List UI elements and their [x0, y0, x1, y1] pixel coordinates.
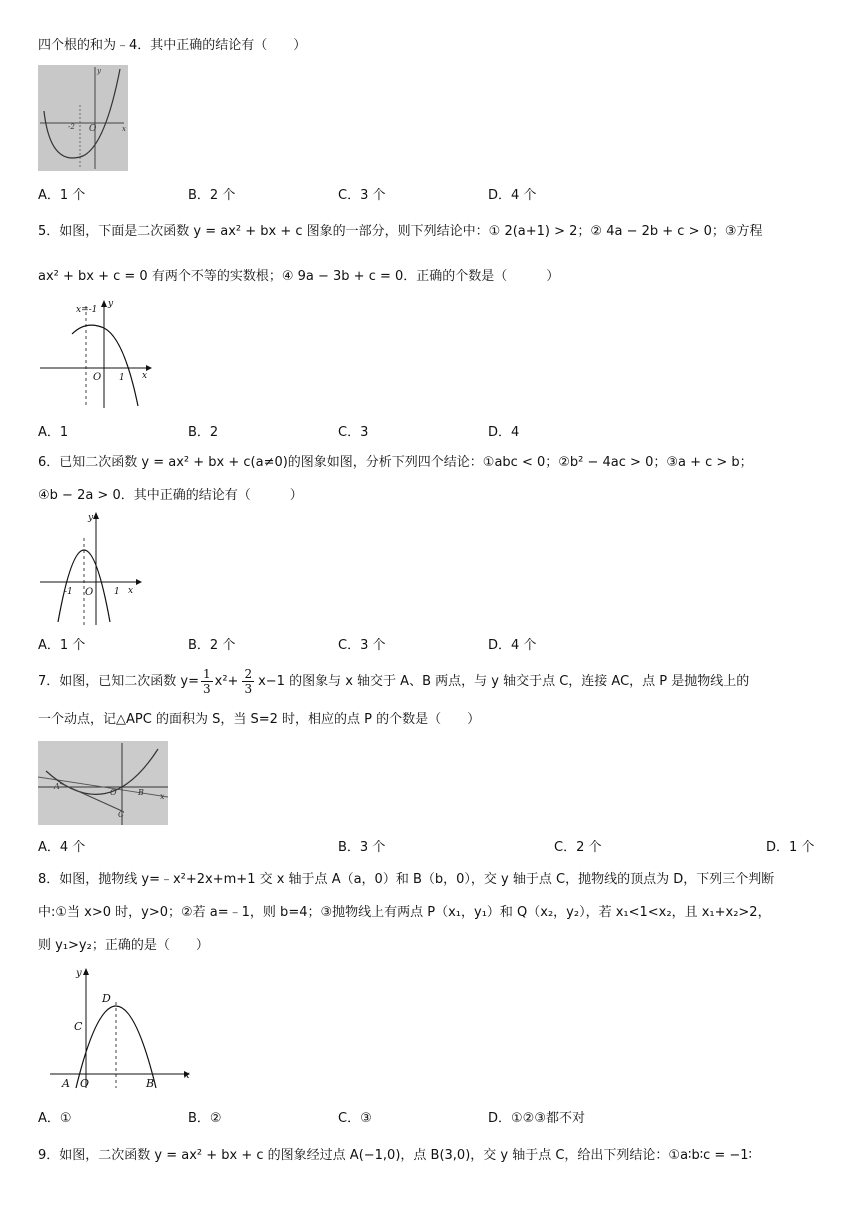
q8-option-c[interactable]: C．③	[338, 1111, 372, 1126]
q7-label-a: A	[54, 782, 60, 791]
q8-label-o: O	[80, 1077, 90, 1090]
q6-option-d[interactable]: D．4 个	[488, 638, 537, 653]
q5-label-one: 1	[119, 373, 125, 383]
q7-label-o: O	[110, 788, 117, 797]
q8-line2: 中:①当 x>0 时，y>0；②若 a=﹣1，则 b=4；③抛物线上有两点 P（x₁，y₁）和 Q（x₂，y₂），若 x₁<1<x₂，且 x₁+x₂>2，	[38, 905, 771, 920]
q4-label-x: x	[122, 125, 126, 133]
q5-label-origin: O	[93, 372, 102, 383]
q8-label-b: B	[146, 1077, 155, 1090]
q7-fraction-one-third: $\frac{1}{3}$	[203, 667, 211, 696]
q5-option-b[interactable]: B．2	[188, 425, 219, 440]
q8-options	[38, 1107, 838, 1127]
q7-option-c[interactable]: C．2 个	[554, 840, 602, 855]
q8-line1: 8．如图，抛物线 y=﹣x²+2x+m+1 交 x 轴于点 A（a，0）和 B（b，0），交 y 轴于点 C，抛物线的顶点为 D，下列三个判断	[38, 872, 775, 887]
q5-graph-figure	[38, 298, 153, 410]
q4-label-neg2: -2	[68, 123, 75, 131]
q8-label-y: y	[76, 968, 82, 979]
q7-line1-end: x−1 的图象与 x 轴交于 A、B 两点，与 y 轴交于点 C，连接 AC，点 P 是抛物线上的	[258, 674, 750, 689]
q4-options	[38, 184, 838, 204]
q6-line1: 6．已知二次函数 y = ax² + bx + c(a≠0)的图象如图，分析下列四个结论：①abc < 0；②b² − 4ac > 0；③a + c > b；	[38, 455, 753, 470]
q8-option-a[interactable]: A．①	[38, 1111, 72, 1126]
q7-line1-start: 7．如图，已知二次函数 y=	[38, 674, 199, 689]
q7-line1-mid: x²+	[214, 674, 239, 689]
q7-option-b[interactable]: B．3 个	[338, 840, 386, 855]
q7-fraction-two-thirds: $\frac{2}{3}$	[244, 667, 253, 696]
q4-graph-figure	[38, 65, 128, 171]
q5-option-d[interactable]: D．4	[488, 425, 520, 440]
q7-options	[38, 836, 838, 856]
q7-graph-figure	[38, 741, 168, 825]
q7-option-d[interactable]: D．1 个	[766, 840, 815, 855]
q8-graph-figure	[48, 964, 194, 1090]
q8-label-a: A	[62, 1077, 70, 1090]
q6-option-c[interactable]: C．3 个	[338, 638, 386, 653]
q6-label-one: 1	[114, 587, 120, 597]
q6-label-origin: O	[85, 587, 94, 598]
q5-label-y: y	[108, 299, 114, 309]
q6-option-a[interactable]: A．1 个	[38, 638, 86, 653]
q7-label-x: x	[160, 792, 165, 801]
q8-label-c: C	[74, 1020, 83, 1033]
q5-option-a[interactable]: A．1	[38, 425, 69, 440]
q6-label-neg1: -1	[64, 587, 73, 597]
q4-option-d[interactable]: D．4 个	[488, 188, 537, 203]
q4-label-origin: O	[89, 124, 97, 134]
q6-option-b[interactable]: B．2 个	[188, 638, 236, 653]
q8-option-b[interactable]: B．②	[188, 1111, 222, 1126]
q8-line3: 则 y₁>y₂；正确的是（ ）	[38, 938, 209, 953]
q7-line1	[38, 662, 749, 702]
q5-line1: 5．如图，下面是二次函数 y = ax² + bx + c 图象的一部分，则下列结论中：① 2(a+1) > 2；② 4a − 2b + c > 0；③方程	[38, 224, 763, 239]
q4-option-a[interactable]: A．1 个	[38, 188, 86, 203]
q8-label-x: x	[184, 1070, 190, 1081]
q6-line2: ④b − 2a > 0．其中正确的结论有（ ）	[38, 488, 303, 503]
q6-graph-figure	[38, 510, 143, 627]
q9-line1: 9．如图，二次函数 y = ax² + bx + c 的图象经过点 A(−1,0)，点 B(3,0)，交 y 轴于点 C，给出下列结论：①a∶b∶c = −1∶	[38, 1148, 752, 1163]
q5-line2: ax² + bx + c = 0 有两个不等的实数根；④ 9a − 3b + c = 0．正确的个数是（ ）	[38, 269, 560, 284]
q4-option-b[interactable]: B．2 个	[188, 188, 236, 203]
q6-label-y: y	[88, 513, 94, 523]
q5-options	[38, 421, 838, 441]
q4-text: 四个根的和为﹣4．其中正确的结论有（ ）	[38, 38, 307, 53]
q7-option-a[interactable]: A．4 个	[38, 840, 86, 855]
q4-option-c[interactable]: C．3 个	[338, 188, 386, 203]
q6-label-x: x	[128, 586, 134, 596]
q6-options	[38, 634, 838, 654]
q5-option-c[interactable]: C．3	[338, 425, 369, 440]
q8-label-d: D	[102, 992, 111, 1005]
q7-line2: 一个动点，记△APC 的面积为 S，当 S=2 时，相应的点 P 的个数是（ ）	[38, 712, 481, 727]
q8-option-d[interactable]: D．①②③都不对	[488, 1111, 585, 1126]
q7-label-c: C	[118, 810, 125, 819]
q4-label-y: y	[97, 67, 101, 75]
q7-label-b: B	[138, 788, 144, 797]
q5-label-x: x	[142, 371, 148, 381]
q5-label-axis: x=-1	[76, 305, 98, 315]
